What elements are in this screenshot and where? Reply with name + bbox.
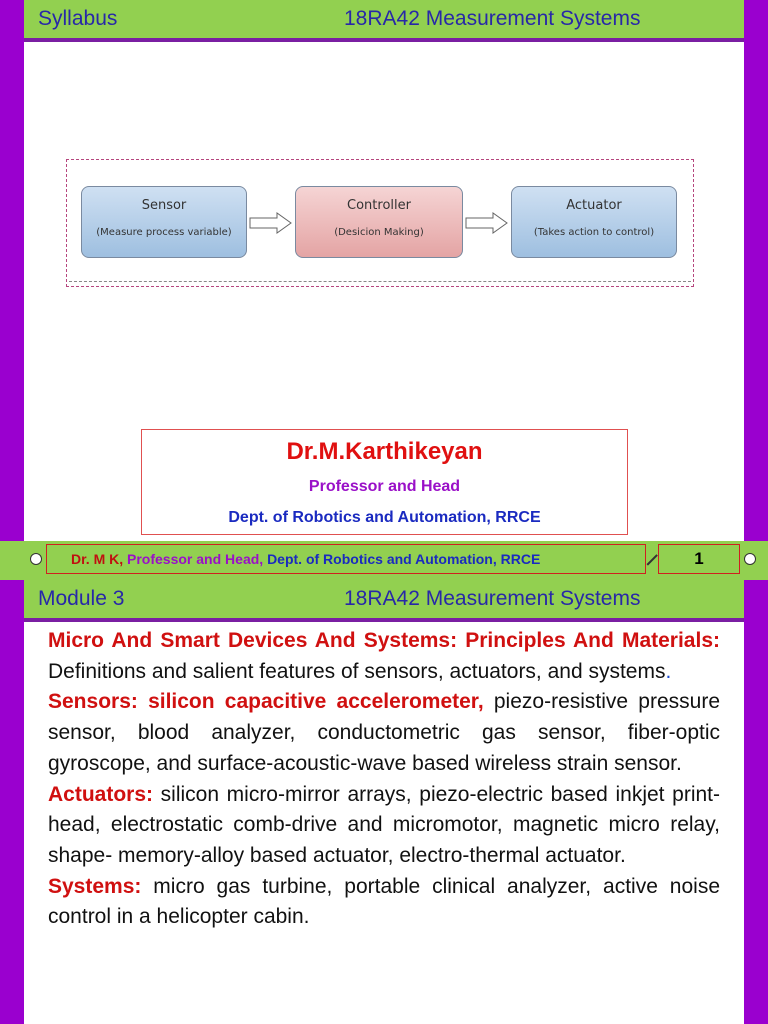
author-role: Professor and Head [308, 478, 461, 495]
slide-2 [24, 580, 744, 1024]
footer-role: Professor and Head, [127, 551, 264, 567]
author-name: Dr.M.Karthikeyan [286, 438, 483, 465]
sensor-block [81, 186, 247, 258]
page-number: 1 [658, 544, 740, 574]
slide-footer [0, 541, 768, 580]
paragraph-text: Definitions and salient features of sensors, actuators, and systems [48, 659, 666, 683]
paragraph-actuators [48, 780, 720, 872]
header-title-right: 18RA42 Measurement Systems [344, 7, 641, 30]
paragraph-micro-smart [48, 626, 720, 687]
paragraph-heading: Systems: [48, 874, 142, 898]
module-content [48, 626, 720, 933]
sensor-block-subtitle: (Measure process variable) [96, 227, 232, 238]
circle-icon [30, 553, 42, 565]
footer-dept: Dept. of Robotics and Automation, RRCE [267, 551, 541, 567]
slide-2-header [24, 580, 744, 622]
divider-line [647, 554, 658, 565]
arrow-right-icon [249, 212, 293, 234]
author-box [141, 429, 628, 535]
paragraph-heading: Micro And Smart Devices And Systems: Principles And Materials: [48, 629, 720, 652]
footer-name: Dr. M K, [71, 551, 124, 567]
actuator-block-subtitle: (Takes action to control) [533, 227, 655, 238]
actuator-block-title: Actuator [566, 198, 622, 213]
slide-1 [24, 0, 744, 541]
paragraph-sensors [48, 687, 720, 779]
paragraph-trail: . [665, 659, 672, 683]
paragraph-text: piezo-resistive pressure sensor, blood analyzer, conductometric gas sensor, fiber-optic gyroscope, and surface-acoustic-wave based wireless strain sensor. [48, 690, 720, 775]
footer-credit [46, 544, 646, 574]
header-title-left: Module 3 [38, 587, 125, 610]
paragraph-text: micro gas turbine, portable clinical analyzer, active noise control in a helicopter cabin. [48, 874, 720, 929]
arrow-right-icon [465, 212, 509, 234]
paragraph-heading: Sensors: silicon capacitive accelerometer, [48, 690, 484, 714]
control-loop-diagram [66, 159, 694, 287]
slide-1-header [24, 0, 744, 42]
sensor-block-title: Sensor [141, 198, 187, 213]
actuator-block [511, 186, 677, 258]
paragraph-text: silicon micro-mirror arrays, piezo-electric based inkjet print-head, electrostatic comb-drive and micromotor, magnetic micro relay, shape- memory-alloy based actuator, electro-thermal actuator. [48, 782, 720, 867]
paragraph-heading: Actuators: [48, 782, 154, 806]
header-title-right: 18RA42 Measurement Systems [344, 587, 641, 610]
author-dept: Dept. of Robotics and Automation, RRCE [228, 509, 541, 526]
header-title-left: Syllabus [38, 7, 118, 30]
circle-icon [744, 553, 756, 565]
controller-block [295, 186, 463, 258]
controller-block-subtitle: (Desicion Making) [334, 227, 424, 238]
paragraph-systems [48, 872, 720, 933]
controller-block-title: Controller [347, 198, 411, 213]
